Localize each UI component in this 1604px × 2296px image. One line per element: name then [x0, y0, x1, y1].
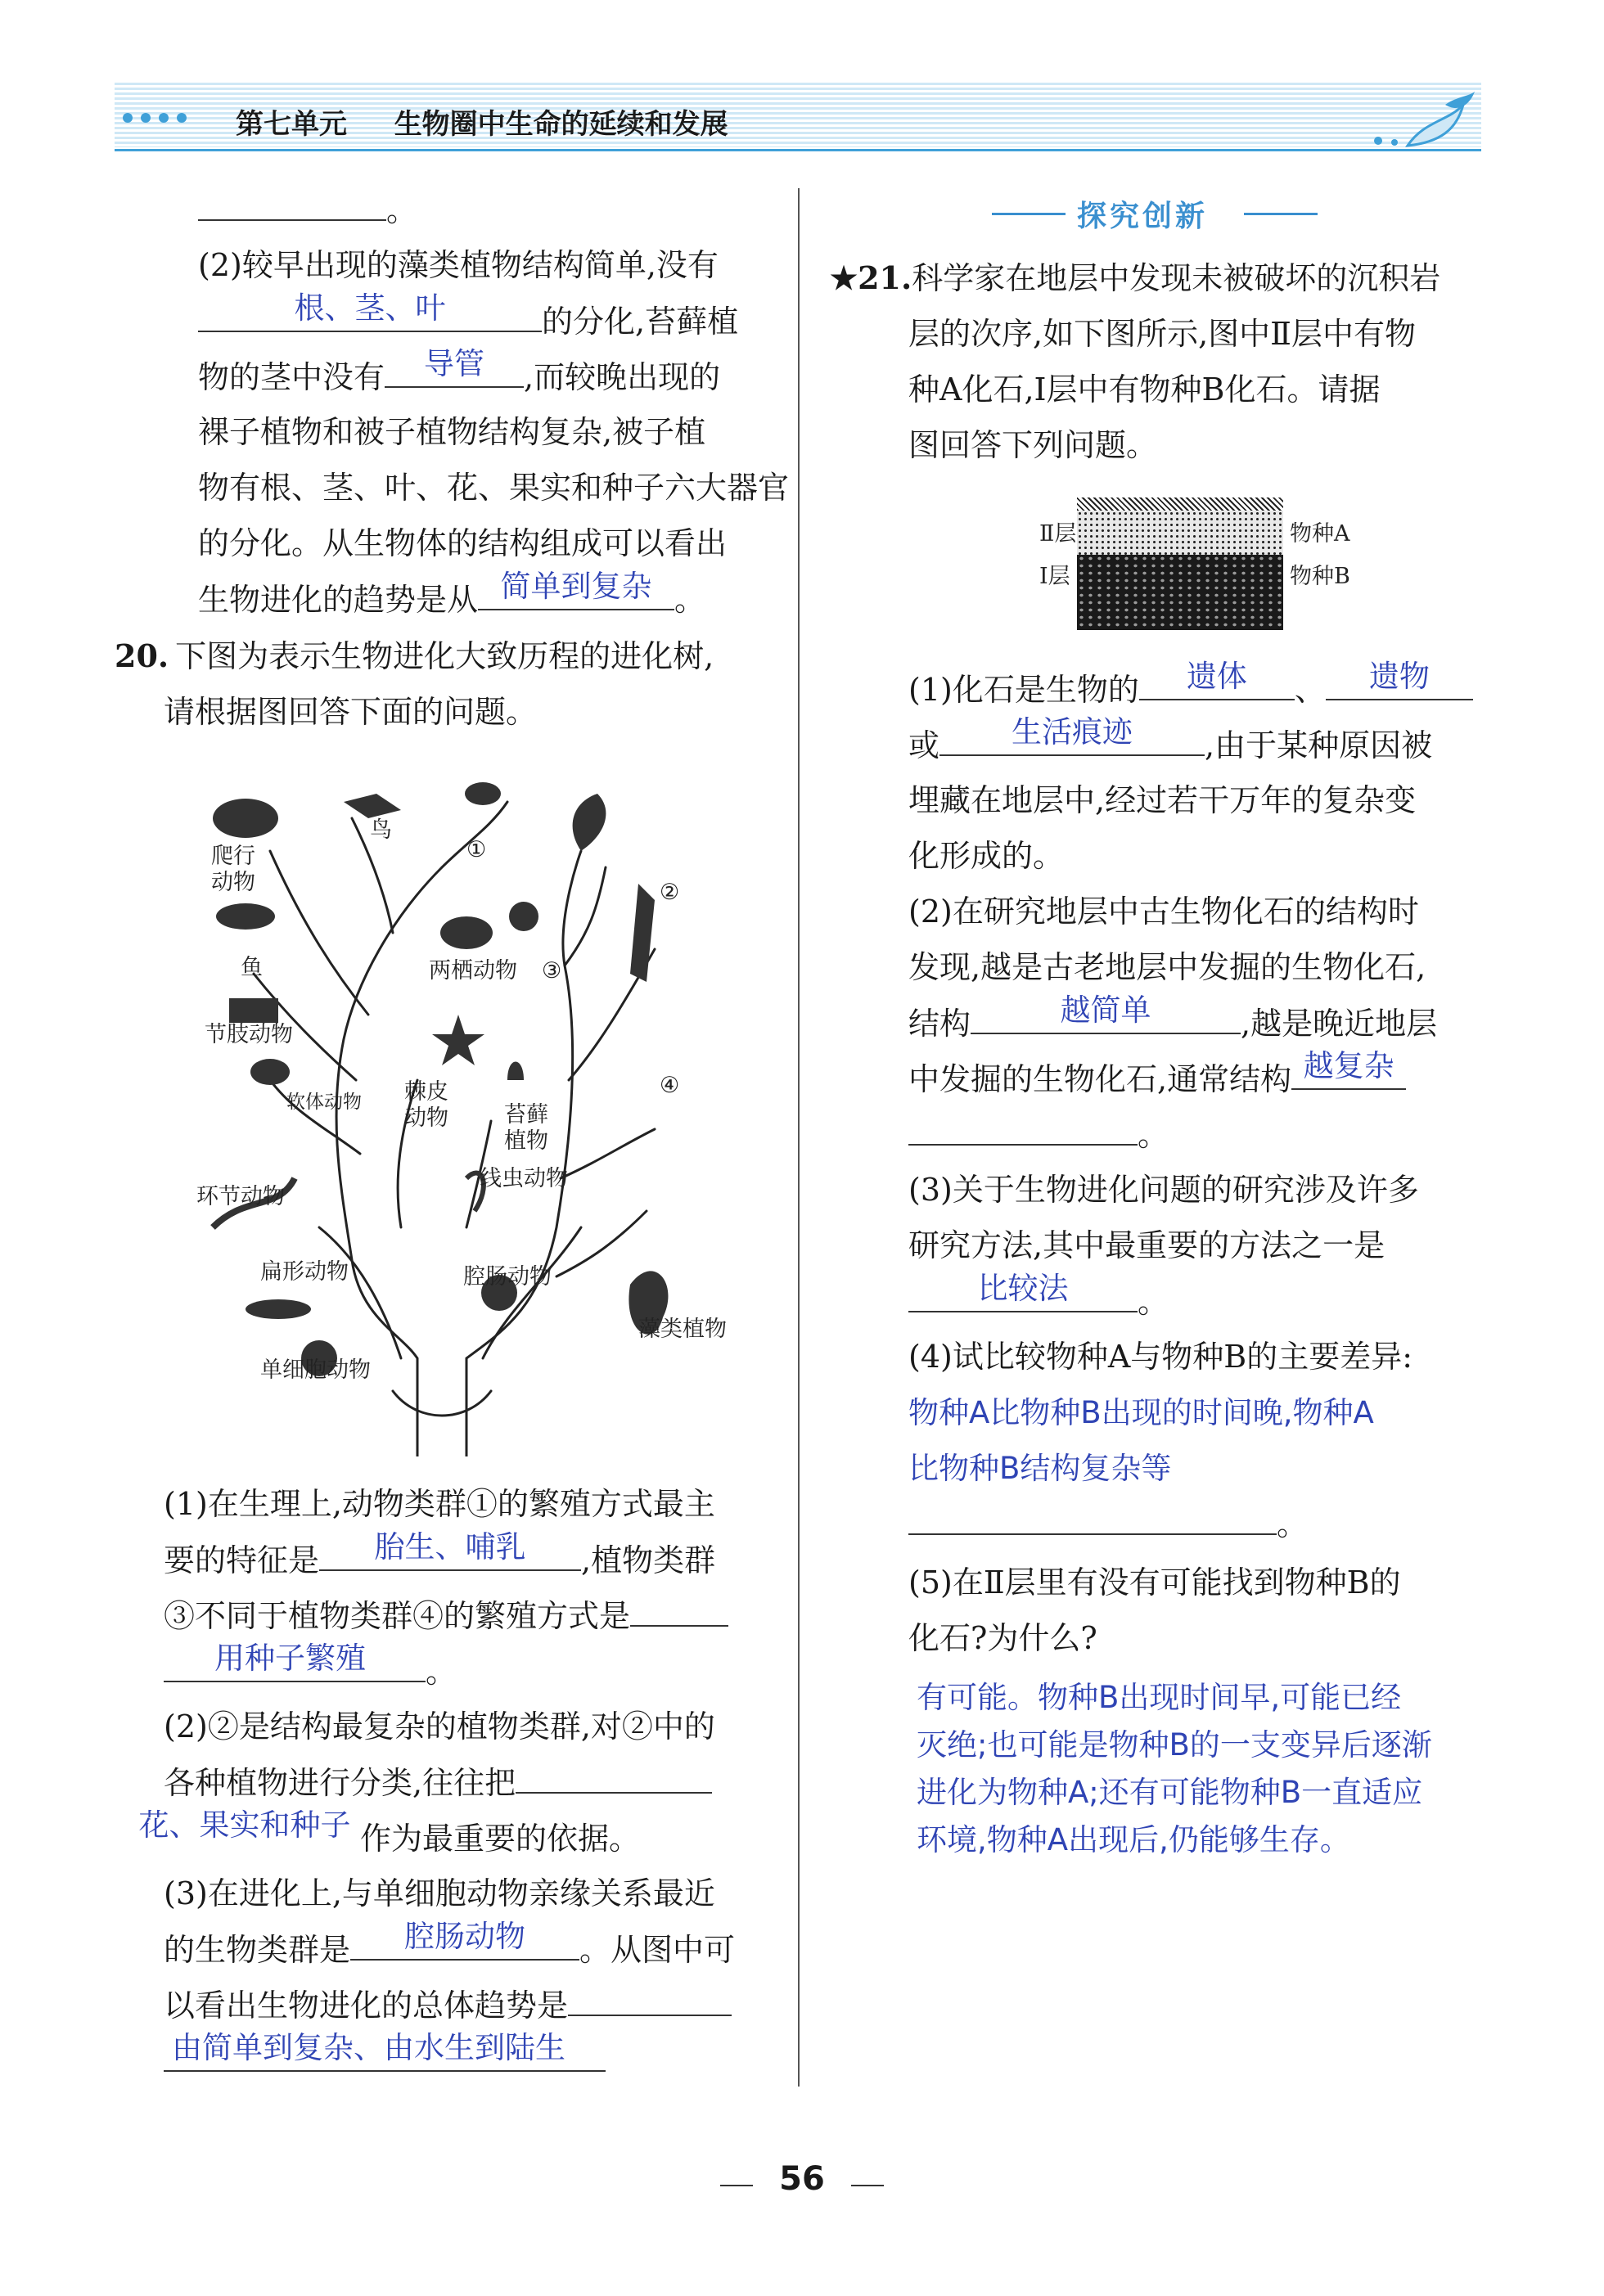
label-group-4: ④ [660, 1073, 680, 1098]
q20-answer-flower: 花、果实和种子 [138, 1808, 351, 1843]
layer-2 [1077, 511, 1283, 555]
q20-answer-mammal: 胎生、哺乳 [319, 1532, 581, 1571]
section-title-bar [992, 193, 1319, 234]
q21-answer5-line4: 环境,物种A出现后,仍能够生存。 [917, 1822, 1350, 1857]
q21-answer-compare: 比较法 [908, 1273, 1138, 1312]
q21-answer-remains: 遗体 [1139, 661, 1295, 700]
label-annelid: 环节动物 [196, 1184, 285, 1209]
q20-answer-cnidarian: 腔肠动物 [350, 1921, 579, 1961]
label-reptile: 爬行 [211, 844, 255, 869]
header-title: 生物圈中生命的延续和发展 [394, 108, 728, 141]
label-species-b: 物种B [1290, 564, 1350, 589]
label-group-3: ③ [542, 958, 562, 984]
label-fish: 鱼 [241, 955, 263, 980]
label-echinoderm: 棘皮 [404, 1079, 448, 1105]
q21-answer-complex: 越复杂 [1291, 1051, 1406, 1090]
q19-answer-vessel: 导管 [385, 349, 524, 388]
label-amphibian: 两栖动物 [429, 958, 517, 984]
layer-1 [1077, 555, 1283, 630]
label-arthropod: 节肢动物 [205, 1022, 293, 1047]
evolution-tree-figure [196, 769, 769, 1456]
q21-answer-traces: 生活痕迹 [939, 717, 1205, 756]
label-mollusk: 软体动物 [286, 1092, 362, 1113]
q19-answer-trend: 简单到复杂 [478, 571, 674, 610]
label-layer-1: Ⅰ层 [1039, 564, 1070, 589]
label-group-1: ① [466, 837, 487, 862]
q20-answer-seed: 用种子繁殖 [164, 1643, 426, 1682]
q21-number: ★21. [830, 259, 912, 296]
right-column: 探究创新 ★21.科学家在地层中发现未被破坏的沉积岩 层的次序,如下图所示,图中Ⅱ层中有物 种A化石,Ⅰ层中有物种B化石。请据 图回答下列问题。 Ⅱ层 Ⅰ层 物种A 物种B (1)化石是生物的 遗体 、 遗物 或 生活痕迹 ,由于某种原因被 埋藏在地层中,经过若干万年的复杂变 化形成的。 (2)在研究地层中古生物化石的结构时 发现,越是古老地层中发掘的生物化石, 结构 越简单 ,越是晚近地层 中发掘的生物化石,通常结构 越复杂 。 (3)关于生物进化问题的研究涉及许多 研究方法,其中最重要的方法之一是 比较法 。 (4)试比较物种A与物种B的主要差异: 物种A比物种B出现的时间晚,物种A 比物种B结构复杂等 。 (5)在Ⅱ层里有没有可能找到物种B的 化石?为什么? 有可能。物种B出现时间早,可能已经 灭绝;也可能是物种B的一支变异后逐渐 进化为物种A;还有可能物种B一直适应 环境,物种A出现后,仍能够生存。 [802, 0, 1604, 2296]
label-algae: 藻类植物 [638, 1317, 727, 1342]
label-protozoa: 单细胞动物 [260, 1357, 371, 1383]
header-unit: 第七单元 [236, 108, 347, 141]
label-layer-2: Ⅱ层 [1039, 521, 1077, 547]
left-column: 。 (2)较早出现的藻类植物结构简单,没有 根、茎、叶 的分化,苔藓植 物的茎中没有 导管 ,而较晚出现的 裸子植物和被子植物结构复杂,被子植 物有根、茎、叶、花、果实和种子六大器官 的分化。从生物体的结构组成可以看出 生物进化的趋势是从 简单到复杂 。 20. 下图为表示生物进化大致历程的进化树, 请根据图回答下面的问题。 爬行 动物 鸟 ① ② 鱼 两栖动物 ③ 节肢动物 ④ 软体动物 棘皮 动物 苔藓 植物 环节动物 线虫动物 扁形动物 腔肠动物 藻类植物 单细胞动物 (1)在生理上,动物类群①的繁殖方式最主 要的特征是 胎生、哺乳 ,植物类群 ③不同于植物类群④的繁殖方式是 用种子繁殖 。 (2)②是结构最复杂的植物类群,对②中的 各种植物进行分类,往往把 花、果实和种子 作为最重要的依据。 (3)在进化上,与单细胞动物亲缘关系最近 的生物类群是 腔肠动物 。从图中可 以看出生物进化的总体趋势是 由简单到复杂、由水生到陆生 [0, 0, 798, 2296]
q19-p2-line1: (2)较早出现的藻类植物结构简单,没有 [198, 247, 719, 283]
label-reptile-2: 动物 [211, 870, 255, 895]
q21-answer-relics: 遗物 [1326, 661, 1473, 700]
section-title: 探究创新 [1077, 200, 1209, 233]
label-bird: 鸟 [370, 817, 392, 843]
q21-answer4-line1: 物种A比物种B出现的时间晚,物种A [908, 1395, 1374, 1430]
q20-answer-overall: 由简单到复杂、由水生到陆生 [164, 2033, 606, 2072]
label-echinoderm-2: 动物 [404, 1105, 448, 1131]
label-nematode: 线虫动物 [480, 1166, 568, 1191]
label-flatworm: 扁形动物 [260, 1259, 349, 1285]
label-group-2: ② [660, 880, 680, 905]
q21-answer-simpler: 越简单 [971, 995, 1241, 1034]
strata-figure [1039, 497, 1367, 630]
q21-answer5-line1: 有可能。物种B出现时间早,可能已经 [917, 1680, 1402, 1715]
q21-answer5-line3: 进化为物种A;还有可能物种B一直适应 [917, 1775, 1423, 1810]
q19-answer-roots: 根、茎、叶 [198, 293, 542, 332]
q21-answer5-line2: 灭绝;也可能是物种B的一支变异后逐渐 [917, 1727, 1432, 1763]
label-cnidarian: 腔肠动物 [463, 1264, 552, 1290]
label-species-a: 物种A [1290, 521, 1350, 547]
footer [720, 2160, 884, 2209]
label-moss-2: 植物 [504, 1128, 548, 1154]
q21-answer4-line2: 比物种B结构复杂等 [908, 1451, 1172, 1486]
q20-number: 20. [115, 637, 169, 674]
column-divider [798, 188, 800, 2087]
label-moss: 苔藓 [504, 1102, 548, 1128]
page-number: 56 [779, 2160, 825, 2198]
